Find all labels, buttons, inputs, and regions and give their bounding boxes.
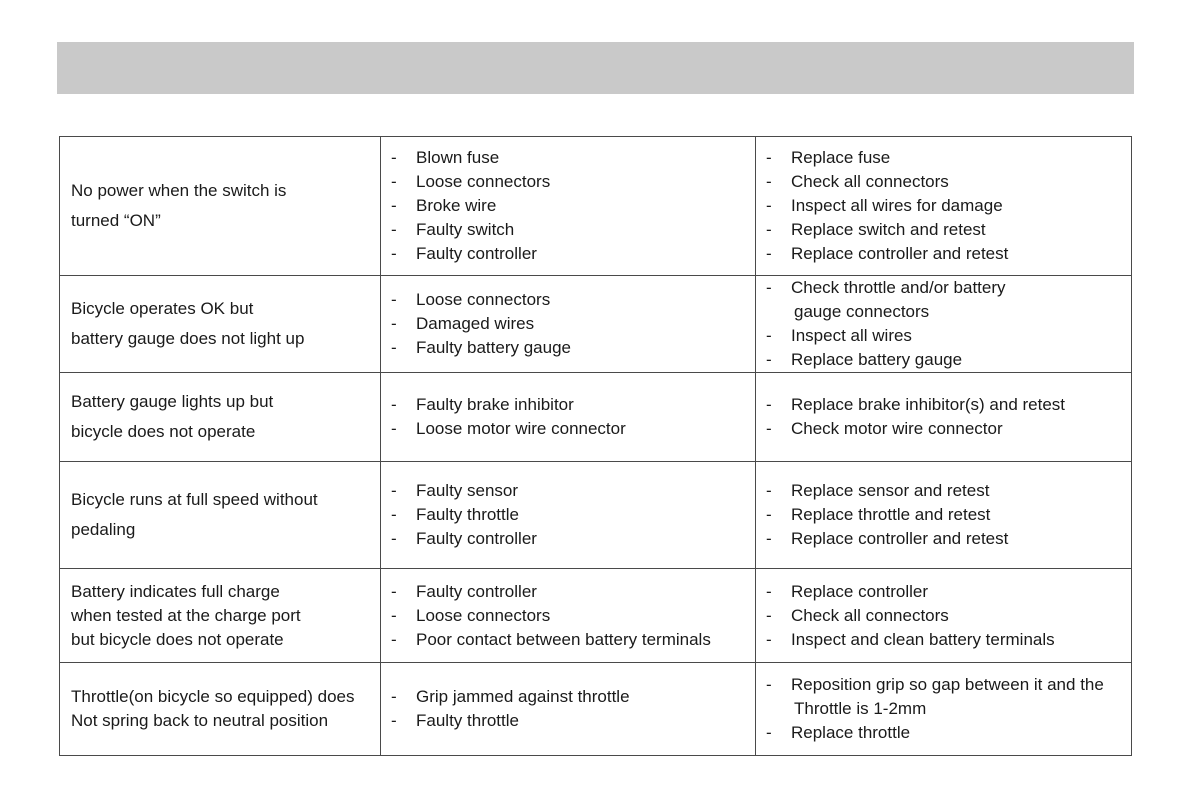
solution-text: Inspect all wires	[791, 326, 912, 345]
list-item: - Blown fuse	[391, 146, 755, 170]
table-row	[60, 137, 1132, 276]
solution-cell	[756, 137, 1132, 276]
symptom-text: turned “ON”	[71, 211, 161, 230]
symptom-text: but bicycle does not operate	[71, 629, 284, 649]
solution-text: Replace controller and retest	[791, 244, 1009, 263]
list-item: - Faulty brake inhibitor	[391, 393, 755, 417]
cause-cell	[381, 373, 756, 462]
cause-text: Faulty throttle	[416, 505, 519, 524]
list-item: - Replace switch and retest	[766, 218, 1131, 242]
cause-cell	[381, 276, 756, 373]
cause-cell	[381, 462, 756, 569]
list-item: - Replace controller	[766, 580, 1131, 604]
solution-cell	[756, 462, 1132, 569]
list-item: - Faulty controller	[391, 242, 755, 266]
cause-text: Faulty sensor	[416, 481, 519, 500]
cause-cell	[381, 663, 756, 756]
solution-text: Replace battery gauge	[791, 350, 963, 369]
solution-text: Reposition grip so gap between it and the Throttle is 1-2mm	[791, 675, 1104, 718]
list-item: - Grip jammed against throttle	[391, 685, 755, 709]
list-item: - Replace sensor and retest	[766, 479, 1131, 503]
solution-text: Inspect all wires for damage	[791, 196, 1003, 215]
symptom-cell	[60, 462, 381, 569]
table-row	[60, 663, 1132, 756]
symptom-text: No power when the switch is	[71, 181, 287, 200]
symptom-cell	[60, 663, 381, 756]
list-item: - Faulty sensor	[391, 479, 755, 503]
solution-text: Replace brake inhibitor(s) and retest	[791, 395, 1066, 414]
solution-text: Check all connectors	[791, 172, 949, 191]
cause-text: Poor contact between battery terminals	[416, 629, 711, 649]
list-item: - Loose connectors	[391, 604, 755, 628]
cause-text: Damaged wires	[416, 314, 535, 333]
cause-text: Faulty controller	[416, 529, 537, 548]
list-item: - Faulty switch	[391, 218, 755, 242]
cause-text: Faulty throttle	[416, 711, 519, 730]
table-row	[60, 373, 1132, 462]
solution-text: Inspect and clean battery terminals	[791, 629, 1055, 649]
list-item: - Replace brake inhibitor(s) and retest	[766, 393, 1131, 417]
list-item: - Inspect all wires for damage	[766, 194, 1131, 218]
list-item: - Inspect all wires	[766, 324, 1131, 348]
list-item: - Replace controller and retest	[766, 242, 1131, 266]
solution-cell	[756, 276, 1132, 373]
solution-text: Replace sensor and retest	[791, 481, 990, 500]
solution-text: Replace controller and retest	[791, 529, 1009, 548]
table-row	[60, 569, 1132, 663]
solution-text: Replace throttle	[791, 723, 911, 742]
list-item: - Check all connectors	[766, 604, 1131, 628]
cause-text: Faulty controller	[416, 581, 537, 601]
symptom-text: when tested at the charge port	[71, 605, 301, 625]
solution-cell	[756, 373, 1132, 462]
cause-text: Faulty brake inhibitor	[416, 395, 574, 414]
symptom-text: Throttle(on bicycle so equipped) does	[71, 687, 355, 706]
solution-text: Replace switch and retest	[791, 220, 986, 239]
cause-text: Loose motor wire connector	[416, 419, 626, 438]
list-item: - Faulty controller	[391, 527, 755, 551]
solution-cell	[756, 663, 1132, 756]
cause-text: Loose connectors	[416, 605, 551, 625]
list-item: - Replace fuse	[766, 146, 1131, 170]
symptom-cell	[60, 137, 381, 276]
cause-text: Faulty battery gauge	[416, 338, 571, 357]
list-item: - Check throttle and/or battery gauge connectors	[766, 276, 1131, 324]
symptom-text: Battery gauge lights up but	[71, 392, 274, 411]
symptom-cell	[60, 373, 381, 462]
list-item: - Faulty throttle	[391, 503, 755, 527]
symptom-text: Bicycle runs at full speed without	[71, 490, 318, 509]
symptom-cell	[60, 569, 381, 663]
cause-text: Grip jammed against throttle	[416, 687, 630, 706]
cause-text: Loose connectors	[416, 290, 551, 309]
cause-text: Faulty switch	[416, 220, 515, 239]
list-item: - Loose connectors	[391, 170, 755, 194]
list-item: - Check all connectors	[766, 170, 1131, 194]
solution-text: Replace throttle and retest	[791, 505, 991, 524]
list-item: - Check motor wire connector	[766, 417, 1131, 441]
list-item: - Loose motor wire connector	[391, 417, 755, 441]
solution-text: Replace controller	[791, 581, 929, 601]
cause-text: Broke wire	[416, 196, 497, 215]
list-item: - Replace throttle and retest	[766, 503, 1131, 527]
header-bar	[57, 42, 1134, 94]
cause-text: Blown fuse	[416, 148, 500, 167]
symptom-cell	[60, 276, 381, 373]
list-item: - Loose connectors	[391, 288, 755, 312]
list-item: - Replace throttle	[766, 721, 1131, 745]
symptom-text: battery gauge does not light up	[71, 329, 305, 348]
symptom-text: Bicycle operates OK but	[71, 299, 254, 318]
cause-cell	[381, 569, 756, 663]
table-row	[60, 462, 1132, 569]
solution-text: Check throttle and/or battery gauge connectors	[791, 278, 1006, 321]
solution-cell	[756, 569, 1132, 663]
solution-text: Replace fuse	[791, 148, 891, 167]
symptom-text: Not spring back to neutral position	[71, 711, 329, 730]
list-item: - Reposition grip so gap between it and the Throttle is 1-2mm	[766, 673, 1131, 721]
solution-text: Check all connectors	[791, 605, 949, 625]
list-item: - Faulty battery gauge	[391, 336, 755, 360]
list-item: - Faulty throttle	[391, 709, 755, 733]
symptom-text: pedaling	[71, 520, 136, 539]
solution-text: Check motor wire connector	[791, 419, 1003, 438]
cause-text: Loose connectors	[416, 172, 551, 191]
list-item: - Damaged wires	[391, 312, 755, 336]
cause-text: Faulty controller	[416, 244, 537, 263]
list-item: - Faulty controller	[391, 580, 755, 604]
list-item: - Broke wire	[391, 194, 755, 218]
table-row	[60, 276, 1132, 373]
symptom-text: bicycle does not operate	[71, 422, 256, 441]
list-item: - Poor contact between battery terminals	[391, 628, 755, 652]
troubleshooting-table	[59, 136, 1132, 756]
cause-cell	[381, 137, 756, 276]
list-item: - Replace battery gauge	[766, 348, 1131, 372]
symptom-text: Battery indicates full charge	[71, 581, 280, 601]
list-item: - Replace controller and retest	[766, 527, 1131, 551]
list-item: - Inspect and clean battery terminals	[766, 628, 1131, 652]
